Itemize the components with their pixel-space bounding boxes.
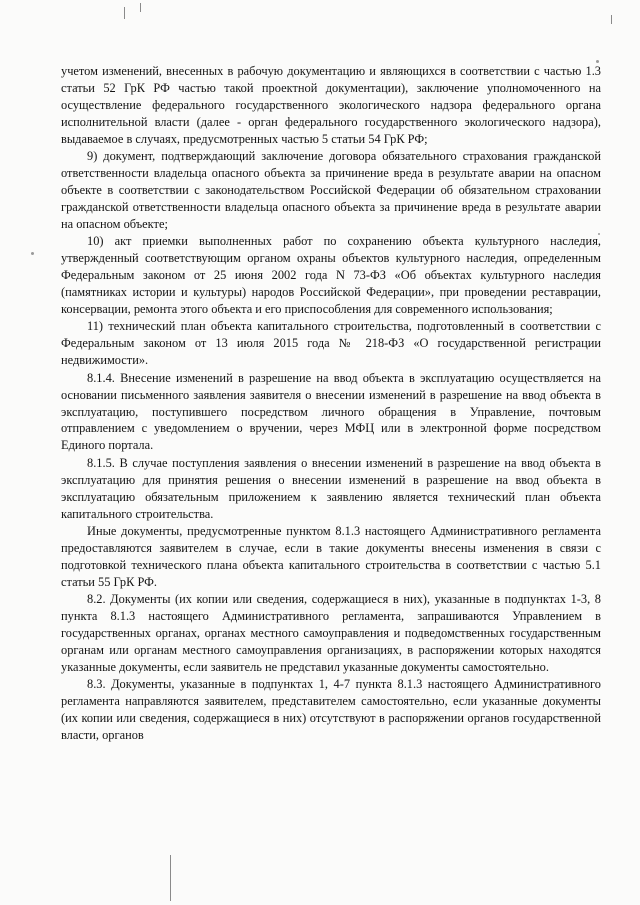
scan-speck xyxy=(31,252,34,255)
paragraph-continuation: учетом изменений, внесенных в рабочую документацию и являющихся в соответствии с частью 1.3 статьи 52 ГрК РФ частью такой проектной документации), заключение уполномоченного на осуществление федерального государственного экологического надзора федерального органа исполнительной власти (далее - орган федерального государственного экологического надзора), выдаваемое в случаях, предусмотренных частью 5 статьи 54 ГрК РФ; xyxy=(61,64,601,146)
scan-mark xyxy=(170,855,171,901)
paragraph-item-11: 11) технический план объекта капитального строительства, подготовленный в соответствии с Федеральным законом от 13 июля 2015 года № 218-ФЗ «О государственной регистрации недвижимости». xyxy=(61,319,601,368)
paragraph-8-1-5: 8.1.5. В случае поступления заявления о внесении изменений в разрешение на ввод объекта в эксплуатацию для принятия решения о внесении изменений в разрешение на ввод объекта в эксплуатацию обязательным приложением к заявлению является технический план объекта капитального строительства. xyxy=(61,455,601,521)
paragraph-8-1-4: 8.1.4. Внесение изменений в разрешение на ввод объекта в эксплуатацию осуществляется на основании письменного заявления заявителя о внесении изменений в разрешение на ввод объекта в эксплуатацию, поступившего посредством личного обращения в Управление, почтовым отправлением с уведомлением о вручении, через МФЦ или в электронной форме посредством Единого портала. xyxy=(61,370,601,453)
paragraph-other-documents: Иные документы, предусмотренные пунктом 8.1.3 настоящего Административного регламента предоставляются заявителем в случае, если в такие документы внесены изменения в связи с подготовкой технического плана объекта капитального строительства в соответствии с частью 5.1 статьи 55 ГрК РФ. xyxy=(61,524,601,589)
paragraph-8-2: 8.2. Документы (их копии или сведения, содержащиеся в них), указанные в подпунктах 1-3, 8 пункта 8.1.3 настоящего Административного регламента, запрашиваются Управлением в государственных органах, органах местного самоуправления и подведомственных государственным органам или органам местного самоуправления организациях, в распоряжении которых находятся указанные документы, если заявитель не представил указанные документы самостоятельно. xyxy=(61,592,601,674)
paragraph-item-10: 10) акт приемки выполненных работ по сохранению объекта культурного наследия, утвержденный соответствующим органом охраны объектов культурного наследия, определенным Федеральным законом от 25 июня 2002 года N 73-ФЗ «Об объектах культурного наследия (памятниках истории и культуры) народов Российской Федерации», при проведении реставрации, консервации, ремонта этого объекта и его приспособления для современного использования; xyxy=(61,234,601,316)
document-body xyxy=(61,63,601,744)
scan-mark xyxy=(140,3,141,12)
scan-mark xyxy=(124,7,125,19)
scan-mark xyxy=(611,15,612,24)
paragraph-item-9: 9) документ, подтверждающий заключение договора обязательного страхования гражданской ответственности владельца опасного объекта за причинение вреда в результате аварии на опасном объекте в соответствии с законодательством Российской Федерации об обязательном страховании гражданской ответственности владельца опасного объекта за причинение вреда в результате аварии на опасном объекте; xyxy=(61,149,601,231)
paragraph-8-3: 8.3. Документы, указанные в подпунктах 1, 4-7 пункта 8.1.3 настоящего Административного регламента направляются заявителем, представителем самостоятельно, если указанные документы (их копии или сведения, содержащиеся в них) отсутствуют в распоряжении органов государственной власти, органов xyxy=(61,677,601,743)
